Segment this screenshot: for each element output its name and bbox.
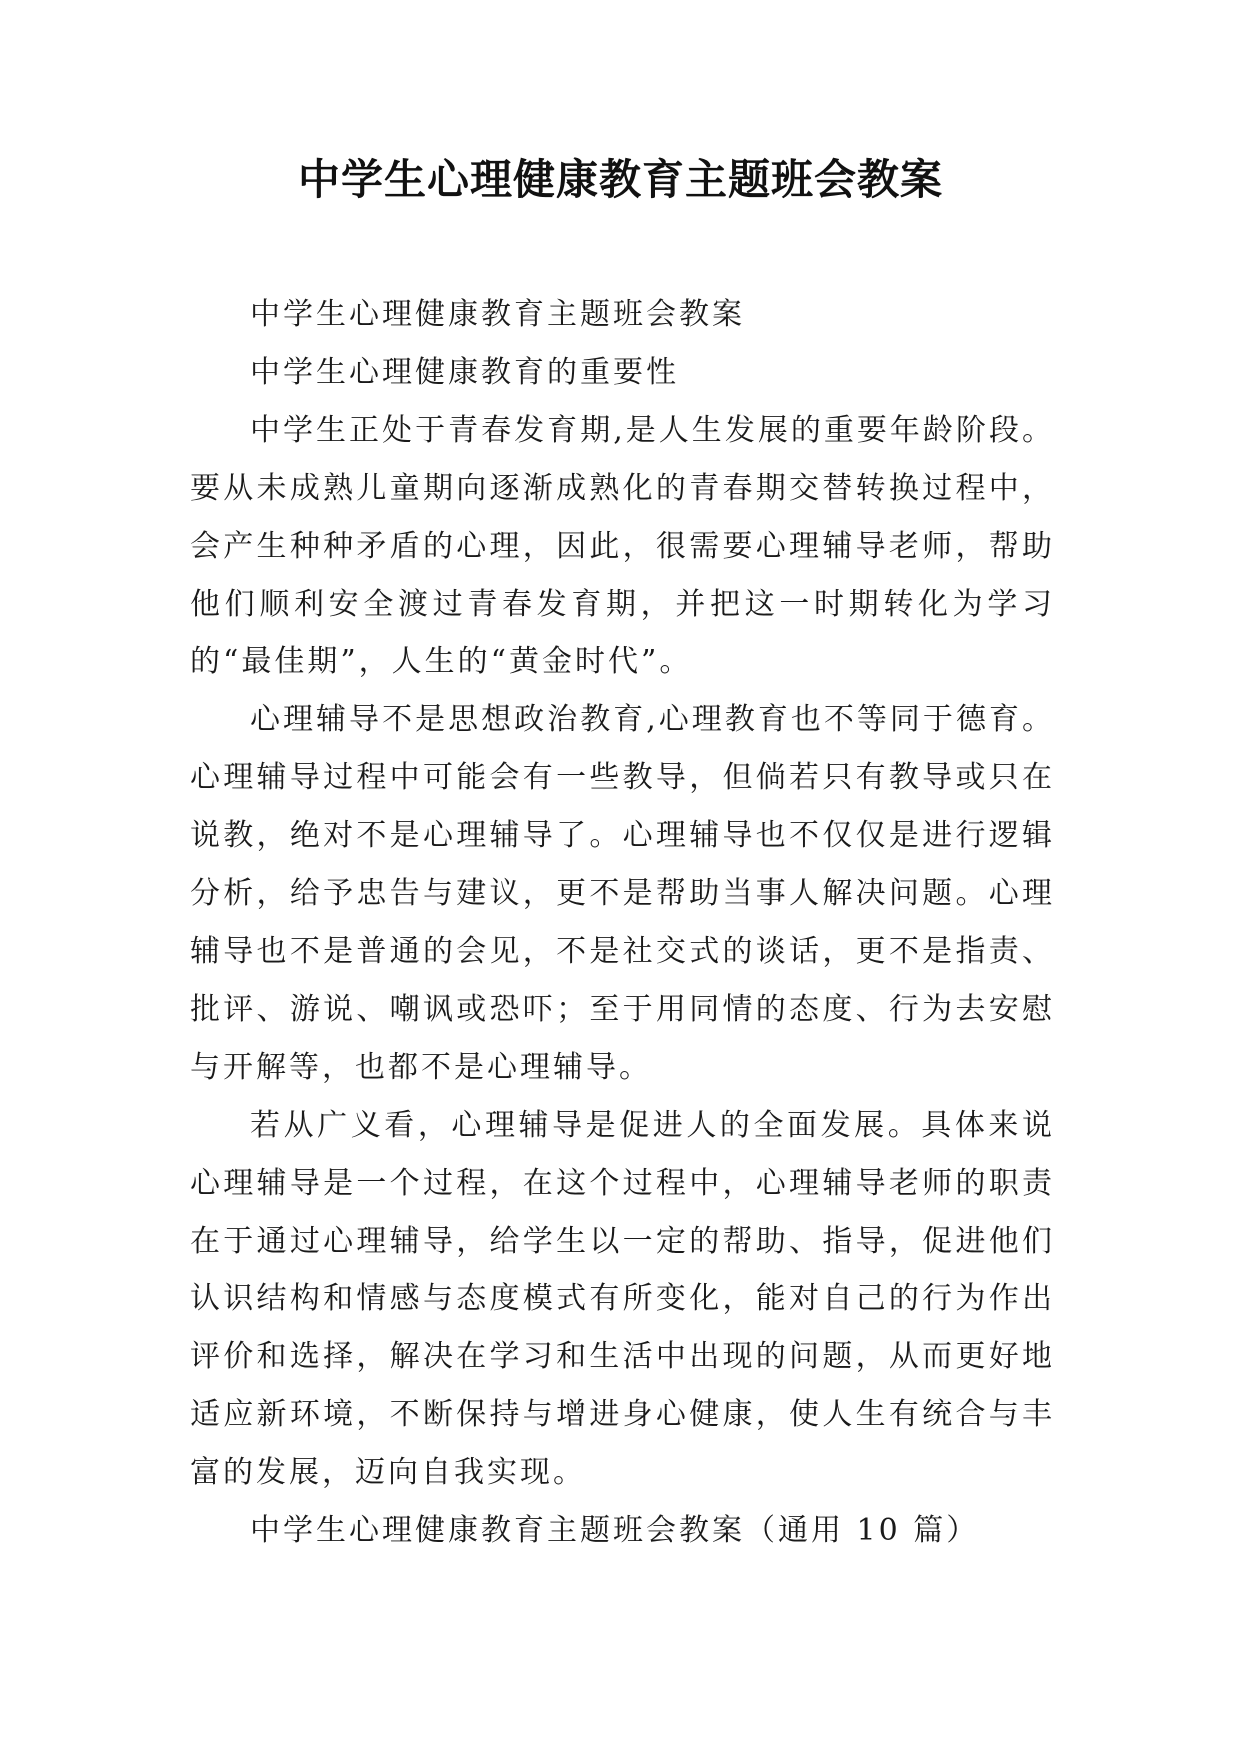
- paragraph: 中学生正处于青春发育期,是人生发展的重要年龄阶段。要从未成熟儿童期向逐渐成熟化的青春期交替转换过程中，会产生种种矛盾的心理，因此，很需要心理辅导老师，帮助他们顺利安全渡过青春发育期，并把这一时期转化为学习的“最佳期”，人生的“黄金时代”。: [190, 412, 1055, 680]
- paragraph-closing-heading: 中学生心理健康教育主题班会教案（通用 10 篇）: [250, 1513, 980, 1549]
- paragraph: 心理辅导不是思想政治教育,心理教育也不等同于德育。心理辅导过程中可能会有一些教导，但倘若只有教导或只在说教，绝对不是心理辅导了。心理辅导也不仅仅是进行逻辑分析，给予忠告与建议，更不是帮助当事人解决问题。心理辅导也不是普通的会见，不是社交式的谈话，更不是指责、批评、游说、嘲讽或恐吓；至于用同情的态度、行为去安慰与开解等，也都不是心理辅导。: [190, 702, 1055, 1085]
- paragraph-subtitle: 中学生心理健康教育主题班会教案: [250, 297, 745, 332]
- document-title: 中学生心理健康教育主题班会教案: [297, 155, 943, 204]
- document-body: [190, 286, 1055, 1560]
- paragraph-section-heading: 中学生心理健康教育的重要性: [250, 354, 679, 390]
- paragraph: 若从广义看，心理辅导是促进人的全面发展。具体来说心理辅导是一个过程，在这个过程中，心理辅导老师的职责在于通过心理辅导，给学生以一定的帮助、指导，促进他们认识结构和情感与态度模式有所变化，能对自己的行为作出评价和选择，解决在学习和生活中出现的问题，从而更好地适应新环境，不断保持与增进身心健康，使人生有统合与丰富的发展，迈向自我实现。: [190, 1107, 1055, 1491]
